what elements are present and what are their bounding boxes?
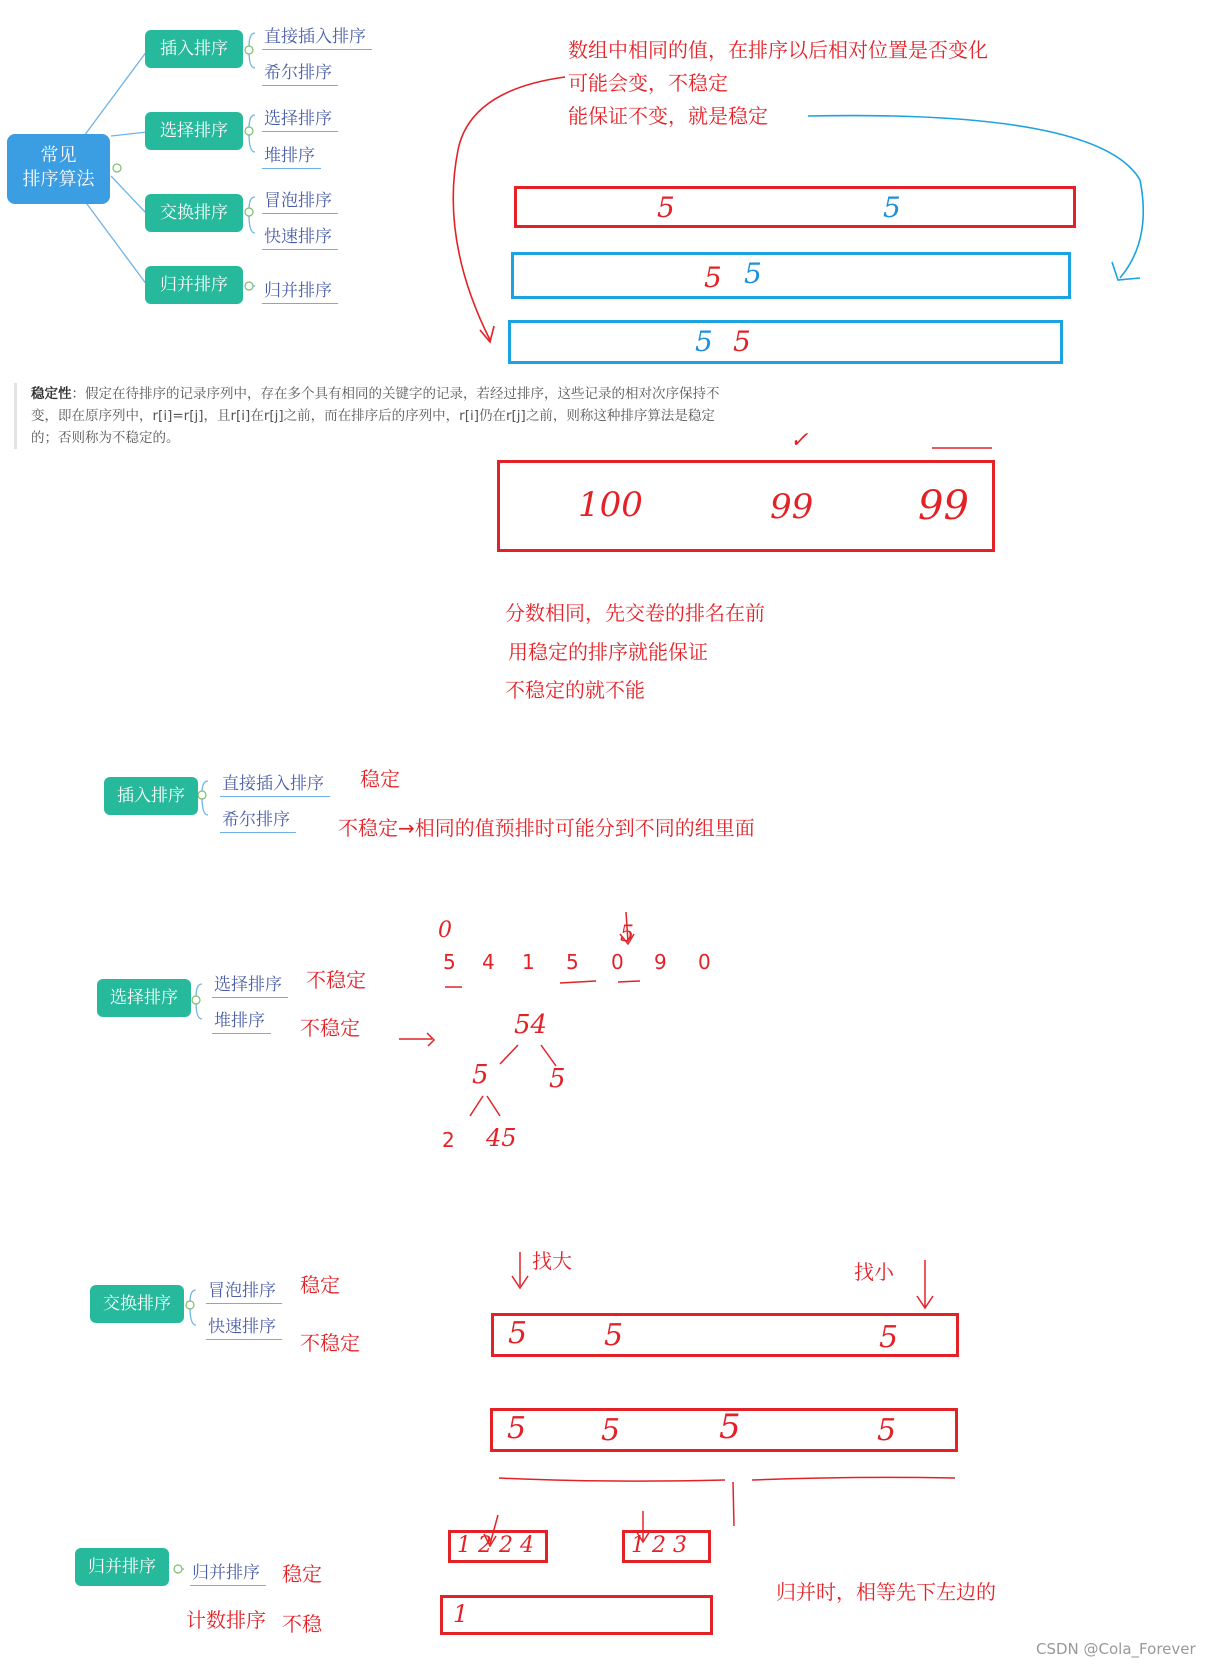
score-box bbox=[497, 460, 995, 552]
box-stable bbox=[511, 252, 1071, 299]
insertion-node: 插入排序 bbox=[104, 777, 198, 815]
leaf-heap: 堆排序 bbox=[262, 141, 321, 169]
shell-result-text: 不稳定 bbox=[338, 816, 398, 840]
score-note-2: 用稳定的排序就能保证 bbox=[508, 640, 708, 664]
array-item: 0 bbox=[698, 950, 711, 974]
annotation-zero: 0 bbox=[438, 918, 452, 943]
leaf-bubble: 冒泡排序 bbox=[262, 186, 338, 214]
quick-value: 5 bbox=[877, 1413, 897, 1448]
score-100: 100 bbox=[578, 485, 643, 525]
array-item: 0 bbox=[611, 950, 624, 974]
note-question: 数组中相同的值，在排序以后相对位置是否变化 bbox=[568, 38, 988, 62]
merge-note: 归并时，相等先下左边的 bbox=[776, 1580, 996, 1604]
note-unstable: 可能会变，不稳定 bbox=[568, 71, 728, 95]
array-item: 1 bbox=[522, 950, 535, 974]
exchange-quick-result: 不稳定 bbox=[300, 1331, 360, 1355]
leaf-quick: 快速排序 bbox=[262, 222, 338, 250]
merge-right-values: 1 2 3 bbox=[631, 1533, 687, 1558]
quick-value: 5 bbox=[604, 1318, 624, 1353]
heap-leaf-right: 45 bbox=[486, 1124, 517, 1152]
quick-value: 5 bbox=[719, 1407, 741, 1447]
root-line-2: 排序算法 bbox=[22, 169, 95, 190]
score-99-second: 99 bbox=[918, 483, 969, 529]
shell-reason-text: →相同的值预排时可能分到不同的组里面 bbox=[398, 816, 755, 840]
quick-box-2 bbox=[490, 1408, 958, 1452]
root-node bbox=[7, 134, 110, 204]
selection-heap-leaf: 堆排序 bbox=[212, 1006, 271, 1034]
value-b: 5 bbox=[883, 191, 901, 224]
selection-select-leaf: 选择排序 bbox=[212, 970, 288, 998]
exchange-node: 交换排序 bbox=[90, 1285, 184, 1323]
array-item: 4 bbox=[482, 950, 495, 974]
value-a: 5 bbox=[657, 191, 675, 224]
selection-node: 选择排序 bbox=[97, 979, 191, 1017]
exchange-bubble-result: 稳定 bbox=[300, 1273, 340, 1297]
definition-term: 稳定性 bbox=[31, 386, 72, 402]
merge-right-box bbox=[622, 1530, 711, 1563]
merge-node: 归并排序 bbox=[75, 1548, 169, 1586]
leaf-merge: 归并排序 bbox=[262, 276, 338, 304]
score-note-3: 不稳定的就不能 bbox=[505, 678, 645, 702]
insertion-direct-leaf: 直接插入排序 bbox=[220, 769, 330, 797]
quick-value: 5 bbox=[879, 1320, 899, 1355]
merge-result-values: 1 bbox=[453, 1600, 469, 1628]
box-original bbox=[514, 186, 1076, 228]
merge-result-box bbox=[440, 1595, 713, 1635]
annotation-five: 5 bbox=[620, 922, 634, 947]
find-small-label: 找小 bbox=[854, 1260, 894, 1284]
insertion-shell-result bbox=[338, 812, 755, 841]
quick-box-1 bbox=[491, 1313, 959, 1357]
heap-left: 5 bbox=[472, 1060, 489, 1090]
insertion-direct-result: 稳定 bbox=[360, 767, 400, 791]
merge-leaf: 归并排序 bbox=[190, 1558, 266, 1586]
quick-value: 5 bbox=[507, 1411, 527, 1446]
merge-result: 稳定 bbox=[282, 1562, 322, 1586]
check-mark: ✓ bbox=[790, 428, 809, 453]
array-item: 9 bbox=[654, 950, 667, 974]
exchange-quick-leaf: 快速排序 bbox=[206, 1312, 282, 1340]
array-item: 5 bbox=[443, 950, 456, 974]
score-99-first: 99 bbox=[770, 487, 814, 527]
heap-leaf-left: 2 bbox=[442, 1128, 455, 1152]
leaf-direct-insertion: 直接插入排序 bbox=[262, 22, 372, 50]
find-big-label: 找大 bbox=[532, 1249, 572, 1273]
definition-quote bbox=[14, 383, 731, 449]
watermark: CSDN @Cola_Forever bbox=[1036, 1640, 1196, 1658]
root-line-1: 常见 bbox=[40, 145, 77, 166]
group-exchange: 交换排序 bbox=[145, 194, 243, 232]
value-a: 5 bbox=[733, 325, 751, 358]
merge-left-values: 1 2 2 4 bbox=[457, 1533, 534, 1558]
note-stable: 能保证不变，就是稳定 bbox=[568, 104, 768, 128]
definition-text: ：假定在待排序的记录序列中，存在多个具有相同的关键字的记录，若经过排序，这些记录的相对次序保持不变，即在原序列中，r[i]=r[j]，且r[i]在r[j]之前，而在排序后的序列中，r[i]仍在r[j]之前，则称这种排序算法是稳定的；否则称为不稳定的。 bbox=[31, 386, 720, 446]
selection-select-result: 不稳定 bbox=[306, 968, 366, 992]
heap-right: 5 bbox=[549, 1064, 566, 1094]
quick-value: 5 bbox=[508, 1316, 528, 1351]
group-merge: 归并排序 bbox=[145, 266, 243, 304]
leaf-shell: 希尔排序 bbox=[262, 58, 338, 86]
value-b: 5 bbox=[695, 325, 713, 358]
group-selection: 选择排序 bbox=[145, 112, 243, 150]
quick-value: 5 bbox=[601, 1413, 621, 1448]
box-unstable bbox=[508, 320, 1063, 364]
score-note-1: 分数相同，先交卷的排名在前 bbox=[505, 601, 765, 625]
array-item: 5 bbox=[566, 950, 579, 974]
heap-root: 54 bbox=[514, 1010, 548, 1040]
value-a: 5 bbox=[704, 261, 722, 294]
counting-label: 计数排序 bbox=[186, 1608, 266, 1632]
group-insertion: 插入排序 bbox=[145, 30, 243, 68]
leaf-selection: 选择排序 bbox=[262, 104, 338, 132]
insertion-shell-leaf: 希尔排序 bbox=[220, 805, 296, 833]
value-b: 5 bbox=[744, 257, 762, 290]
exchange-bubble-leaf: 冒泡排序 bbox=[206, 1276, 282, 1304]
counting-result: 不稳 bbox=[282, 1612, 322, 1636]
selection-heap-result: 不稳定 bbox=[300, 1016, 360, 1040]
merge-left-box bbox=[448, 1530, 548, 1563]
